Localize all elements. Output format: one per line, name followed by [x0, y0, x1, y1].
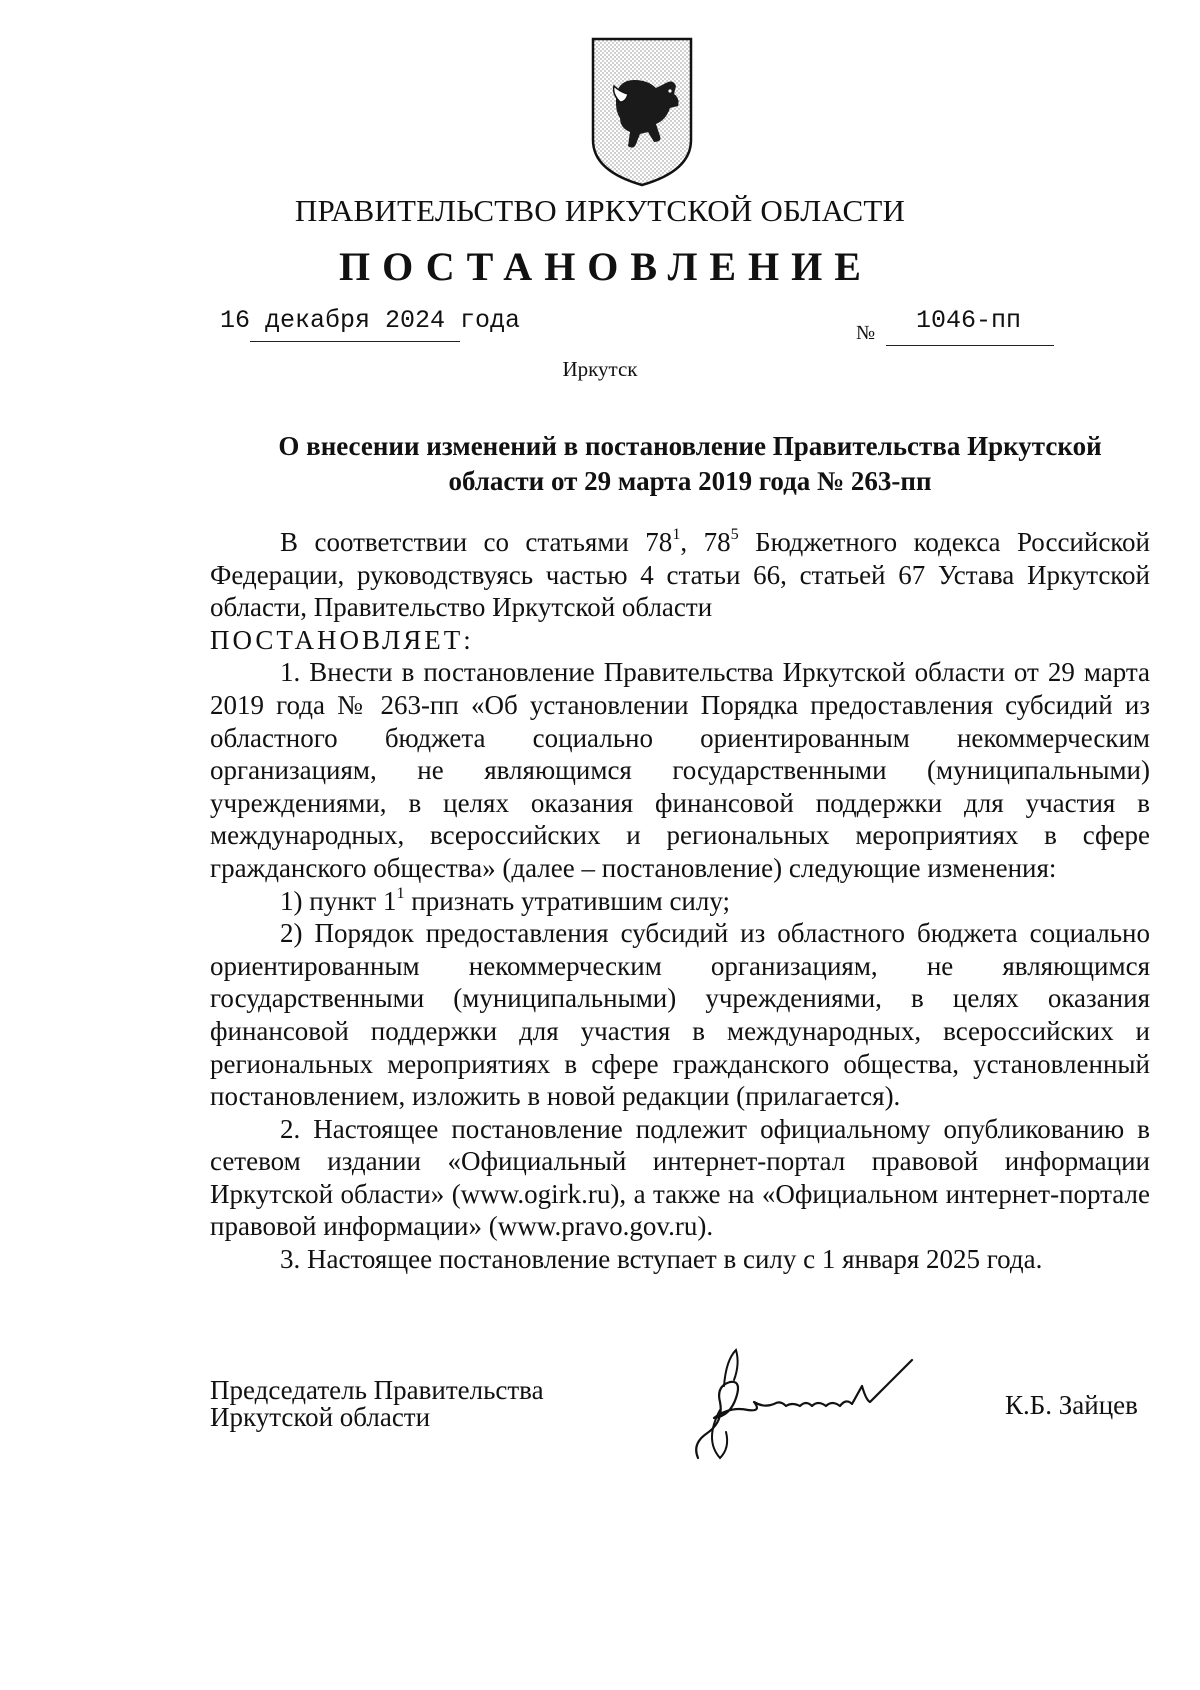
title-line-1: О внесении изменений в постановление Правительства Иркутской — [278, 431, 1102, 461]
number-sign: № — [856, 322, 876, 344]
document-title — [250, 429, 1130, 499]
date-underline — [250, 341, 460, 342]
title-line-2: области от 29 марта 2019 года № 263-пп — [448, 466, 932, 496]
preamble-text-3: Бюджетного кодекса Российской Федерации, руководствуясь частью 4 статьи 66, статьей 67 Устава Иркутской области, Правительство Иркутской области — [210, 527, 1151, 623]
item-1: 1. Внести в постановление Правительства Иркутской области от 29 марта 2019 года № 263-пп «Об установлении Порядка предоставления субсидий из областного бюджета социально ориентированным некоммерческим организациям, не являющимся государственными (муниципальными) учреждениями, в целях оказания финансовой поддержки для участия в международных, всероссийских и региональных мероприятиях в сфере гражданского общества» (далее – постановление) следующие изменения: — [210, 657, 1150, 883]
preamble-text-2: , 78 — [680, 527, 731, 557]
subitem-1-sup: 1 — [396, 883, 405, 902]
signatory-role-line-2: Иркутской области — [210, 1402, 431, 1432]
document-number: 1046-пп — [916, 306, 1022, 335]
signatory-role — [210, 1377, 544, 1431]
item-2: 2. Настоящее постановление подлежит официальному опубликованию в сетевом издании «Официальный интернет-портал правовой информации Иркутской области» (www.ogirk.ru), а также на «Официальном интернет-портале правовой информации» (www.pravo.gov.ru). — [210, 1113, 1150, 1242]
preamble-sup-1: 1 — [672, 524, 681, 543]
subitem-1-text: 1) пункт 1 — [280, 885, 397, 916]
handwritten-signature — [690, 1340, 940, 1470]
item-3: 3. Настоящее постановление вступает в силу с 1 января 2025 года. — [280, 1244, 1043, 1275]
signatory-role-line-1: Председатель Правительства — [210, 1375, 544, 1405]
city: Иркутск — [562, 357, 638, 381]
preamble-paragraph — [210, 526, 1150, 624]
subitem-1-text-end: признать утратившим силу; — [404, 885, 730, 916]
coat-of-arms-icon — [590, 36, 694, 188]
subitem-1 — [210, 885, 1150, 918]
resolves-heading: ПОСТАНОВЛЯЕТ: — [210, 624, 474, 655]
document-type: ПОСТАНОВЛЕНИЕ — [339, 244, 873, 289]
signatory-name: К.Б. Зайцев — [1005, 1390, 1138, 1420]
document-date: 16 декабря 2024 года — [220, 306, 521, 335]
subitem-2: 2) Порядок предоставления субсидий из областного бюджета социально ориентированным некоммерческим организациям, не являющимся государственными (муниципальными) учреждениями, в целях оказания финансовой поддержки для участия в международных, всероссийских и региональных мероприятиях в сфере гражданского общества, установленный постановлением, изложить в новой редакции (прилагается). — [210, 918, 1150, 1112]
document-body — [210, 526, 1150, 1276]
preamble-sup-2: 5 — [730, 524, 739, 543]
number-underline — [886, 345, 1054, 346]
government-name: ПРАВИТЕЛЬСТВО ИРКУТСКОЙ ОБЛАСТИ — [294, 193, 906, 228]
preamble-text-1: В соответствии со статьями 78 — [280, 527, 673, 557]
